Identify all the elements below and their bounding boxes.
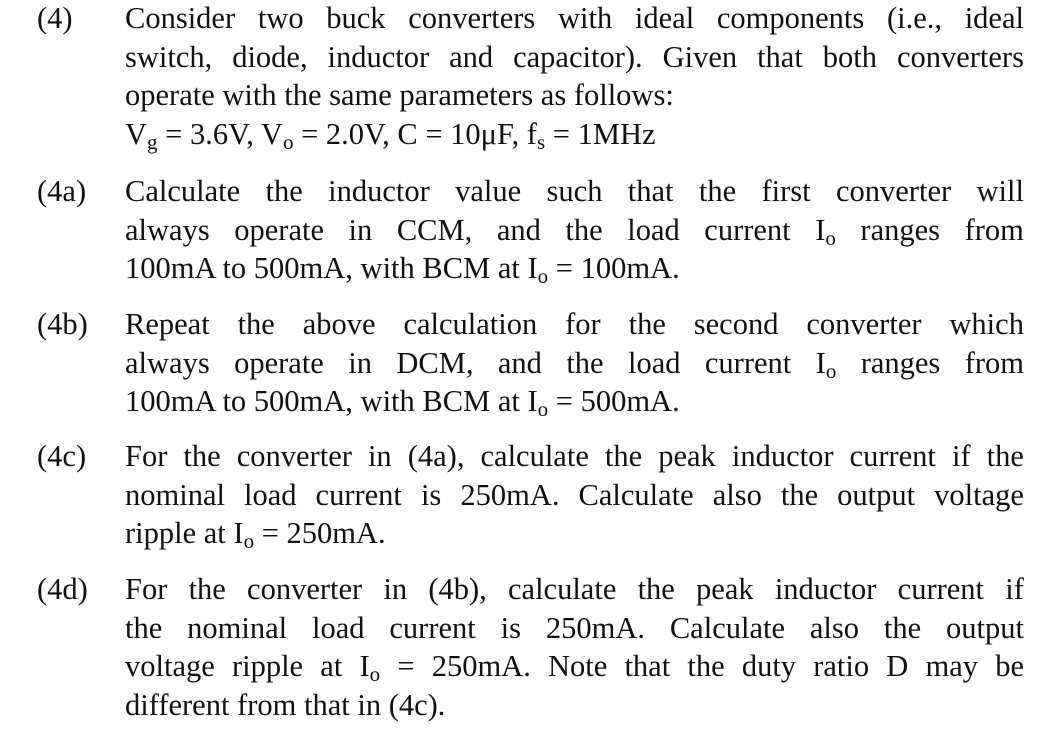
text-run: Calculate bbox=[125, 174, 241, 208]
word bbox=[742, 647, 796, 686]
text-run: in bbox=[348, 212, 373, 247]
word bbox=[995, 647, 1024, 686]
text-run: the bbox=[183, 439, 221, 473]
text-run: I bbox=[359, 649, 370, 683]
word bbox=[403, 305, 537, 344]
word bbox=[629, 305, 666, 344]
text-run: duty bbox=[741, 649, 797, 683]
word bbox=[775, 570, 877, 609]
problem-label: (4b) bbox=[37, 307, 88, 341]
text-run: (i.e., bbox=[886, 1, 942, 35]
word bbox=[237, 437, 352, 476]
text-run: voltage bbox=[934, 477, 1024, 512]
text-run: ripple bbox=[231, 649, 304, 683]
word bbox=[460, 476, 559, 515]
word bbox=[408, 437, 465, 476]
text-run: from bbox=[964, 345, 1024, 380]
word bbox=[635, 0, 694, 38]
text-run: the bbox=[565, 212, 603, 247]
text-run: will bbox=[976, 174, 1024, 208]
word bbox=[349, 211, 373, 250]
word bbox=[887, 0, 942, 38]
vo-subscript: o bbox=[282, 129, 294, 154]
word bbox=[234, 211, 324, 250]
text-run: such bbox=[546, 174, 603, 208]
word bbox=[408, 0, 535, 38]
problem-text bbox=[125, 0, 1024, 153]
text-run: ideal bbox=[634, 1, 695, 35]
word bbox=[232, 38, 307, 77]
text-run: the bbox=[265, 174, 303, 208]
subscript: o bbox=[537, 397, 549, 421]
text-run: 250mA. bbox=[545, 610, 645, 645]
word bbox=[125, 476, 225, 515]
word bbox=[125, 0, 235, 38]
word bbox=[187, 609, 287, 648]
word bbox=[687, 647, 724, 686]
word bbox=[183, 437, 220, 476]
text-run: also bbox=[712, 477, 762, 512]
text-run: diode, bbox=[232, 39, 308, 74]
text-run: Repeat bbox=[125, 307, 210, 341]
word bbox=[546, 609, 645, 648]
word bbox=[238, 305, 275, 344]
text-run: is bbox=[420, 477, 442, 512]
word bbox=[189, 570, 226, 609]
text-run: the bbox=[883, 610, 922, 645]
text-line bbox=[125, 686, 1024, 725]
word bbox=[699, 172, 736, 211]
fs-subscript: s bbox=[536, 129, 546, 154]
word bbox=[125, 570, 167, 609]
word bbox=[605, 437, 642, 476]
text-run: ranges bbox=[860, 345, 941, 380]
vg-value: = 3.6V, bbox=[157, 116, 261, 151]
word bbox=[397, 211, 472, 250]
text-line bbox=[125, 76, 1024, 115]
word bbox=[624, 647, 670, 686]
fs-symbol: f bbox=[526, 116, 537, 151]
text-run: voltage bbox=[125, 649, 215, 683]
text-run: inductor bbox=[327, 39, 430, 74]
word bbox=[949, 305, 1024, 344]
word bbox=[266, 172, 303, 211]
word bbox=[497, 211, 541, 250]
text-run: that bbox=[627, 174, 674, 208]
text-run: Consider bbox=[125, 1, 236, 35]
text-run: 100mA to 500mA, with BCM at I bbox=[125, 384, 538, 418]
word bbox=[501, 609, 521, 648]
word bbox=[813, 647, 869, 686]
text-run: the bbox=[687, 649, 725, 683]
text-run: inductor bbox=[328, 174, 430, 208]
text-line bbox=[125, 0, 1024, 38]
word bbox=[125, 609, 162, 648]
text-run: both bbox=[822, 39, 877, 74]
text-run: (4a), bbox=[407, 439, 465, 473]
text-run: ripple at I bbox=[125, 516, 244, 550]
text-run: the bbox=[780, 477, 819, 512]
word bbox=[578, 476, 693, 515]
problem-text bbox=[125, 437, 1024, 553]
vg-subscript: g bbox=[147, 129, 158, 154]
text-run: ranges bbox=[860, 212, 941, 247]
word bbox=[359, 647, 380, 686]
word bbox=[316, 476, 402, 515]
text-run: converter bbox=[806, 307, 922, 341]
word bbox=[368, 437, 392, 476]
text-run: is bbox=[500, 610, 521, 645]
text-run: 250mA. bbox=[460, 477, 560, 512]
text-run: For bbox=[125, 439, 168, 473]
text-run: converters bbox=[408, 1, 536, 35]
text-line bbox=[125, 172, 1024, 211]
word bbox=[449, 38, 493, 77]
word bbox=[428, 570, 486, 609]
text-run: and bbox=[496, 212, 541, 247]
subscript: o bbox=[825, 358, 837, 383]
text-run: the bbox=[188, 572, 226, 606]
text-run: I bbox=[815, 212, 826, 247]
word bbox=[383, 570, 407, 609]
word bbox=[628, 172, 674, 211]
text-run: inductor bbox=[731, 439, 834, 473]
word bbox=[946, 609, 1024, 648]
word bbox=[565, 305, 601, 344]
word bbox=[850, 437, 936, 476]
word bbox=[926, 647, 979, 686]
word bbox=[663, 38, 738, 77]
text-run: = 500mA. bbox=[548, 384, 680, 418]
vo-value: = 2.0V, bbox=[293, 116, 398, 151]
text-run: two bbox=[257, 1, 304, 35]
word bbox=[705, 344, 791, 383]
problem-text bbox=[125, 570, 1024, 724]
text-run: if bbox=[951, 439, 971, 473]
text-line bbox=[125, 249, 1024, 288]
text-run: calculate bbox=[508, 572, 617, 606]
text-run: output bbox=[946, 610, 1024, 645]
text-run: be bbox=[995, 649, 1024, 683]
text-run: capacitor). bbox=[513, 39, 643, 74]
text-run: and bbox=[497, 345, 542, 380]
text-run: = bbox=[397, 649, 415, 683]
word bbox=[717, 0, 864, 38]
word bbox=[548, 647, 607, 686]
text-run: load bbox=[627, 212, 680, 247]
text-run: from bbox=[964, 212, 1024, 247]
text-run: the bbox=[566, 345, 604, 380]
word bbox=[326, 0, 385, 38]
text-run: second bbox=[693, 307, 779, 341]
word bbox=[396, 344, 473, 383]
word bbox=[125, 38, 212, 77]
word bbox=[987, 437, 1024, 476]
problem-label: (4c) bbox=[37, 439, 87, 473]
text-line bbox=[125, 476, 1024, 515]
text-run: first bbox=[761, 174, 811, 208]
text-run: different from that in (4c). bbox=[125, 687, 446, 722]
text-run: inductor bbox=[774, 572, 877, 606]
subscript: o bbox=[243, 529, 255, 553]
word bbox=[694, 305, 779, 344]
word bbox=[704, 211, 790, 250]
text-run: the bbox=[637, 572, 675, 606]
word bbox=[816, 344, 837, 383]
word bbox=[757, 38, 803, 77]
word bbox=[244, 476, 297, 515]
text-run: current bbox=[389, 610, 476, 645]
subscript: o bbox=[537, 264, 549, 288]
text-run: that bbox=[757, 39, 803, 74]
text-run: DCM, bbox=[396, 345, 474, 380]
text-run: may bbox=[925, 649, 979, 683]
text-run: operate bbox=[234, 345, 324, 380]
word bbox=[455, 172, 521, 211]
word bbox=[547, 172, 603, 211]
text-line bbox=[125, 514, 1024, 553]
word bbox=[125, 344, 210, 383]
word bbox=[348, 344, 372, 383]
word bbox=[781, 476, 818, 515]
text-run: current bbox=[897, 572, 985, 606]
word bbox=[481, 437, 589, 476]
text-run: for bbox=[565, 307, 601, 341]
text-run: with bbox=[557, 1, 613, 35]
text-run: For bbox=[125, 572, 168, 606]
text-run: = 100mA. bbox=[548, 251, 680, 285]
word bbox=[498, 344, 542, 383]
text-run: the bbox=[125, 610, 163, 645]
text-run: 100mA to 500mA, with BCM at I bbox=[125, 251, 538, 285]
word bbox=[976, 172, 1023, 211]
text-line bbox=[125, 647, 1024, 686]
problem-text bbox=[125, 305, 1024, 421]
text-run: converter bbox=[236, 439, 352, 473]
text-line bbox=[125, 609, 1024, 648]
word bbox=[898, 570, 984, 609]
word bbox=[965, 0, 1024, 38]
word bbox=[234, 344, 324, 383]
word bbox=[389, 609, 475, 648]
word bbox=[965, 344, 1024, 383]
text-run: current bbox=[704, 345, 792, 380]
text-run: the bbox=[986, 439, 1024, 473]
word bbox=[836, 172, 951, 211]
capacitance-value: C = 10μF, bbox=[397, 116, 527, 151]
text-run: = 250mA. bbox=[254, 516, 386, 550]
text-run: in bbox=[348, 345, 372, 380]
text-run: the bbox=[698, 174, 737, 208]
text-run: ratio bbox=[813, 649, 870, 683]
word bbox=[232, 647, 303, 686]
text-run: and bbox=[449, 39, 494, 74]
word bbox=[628, 344, 681, 383]
word bbox=[762, 172, 811, 211]
text-run: current bbox=[315, 477, 402, 512]
text-run: CCM, bbox=[396, 212, 473, 247]
word bbox=[247, 570, 362, 609]
word bbox=[670, 609, 785, 648]
word bbox=[1005, 570, 1024, 609]
word bbox=[861, 344, 941, 383]
word bbox=[696, 570, 754, 609]
word bbox=[815, 211, 836, 250]
word bbox=[566, 344, 603, 383]
subscript: o bbox=[369, 662, 381, 686]
text-run: Calculate bbox=[669, 610, 786, 645]
word bbox=[432, 647, 531, 686]
text-run: in bbox=[367, 439, 392, 473]
text-run: if bbox=[1005, 572, 1024, 606]
text-run: components bbox=[716, 1, 865, 35]
subscript: o bbox=[825, 225, 836, 250]
word bbox=[638, 570, 675, 609]
word bbox=[934, 476, 1024, 515]
text-run: (4b), bbox=[428, 572, 487, 606]
word bbox=[558, 0, 612, 38]
word bbox=[328, 38, 430, 77]
word bbox=[421, 476, 441, 515]
text-run: ideal bbox=[964, 1, 1024, 35]
text-run: load bbox=[244, 477, 297, 512]
word bbox=[513, 38, 643, 77]
text-run: which bbox=[949, 307, 1024, 341]
text-run: operate with the same parameters as follows: bbox=[125, 78, 674, 112]
text-run: at bbox=[320, 649, 343, 683]
text-run: converter bbox=[835, 174, 952, 208]
text-run: I bbox=[815, 345, 826, 380]
text-run: peak bbox=[696, 572, 754, 606]
word bbox=[897, 38, 1024, 77]
vo-symbol: V bbox=[260, 116, 283, 151]
problem-label: (4) bbox=[37, 1, 73, 35]
text-run: nominal bbox=[125, 477, 225, 512]
text-run: calculate bbox=[480, 439, 589, 473]
text-run: always bbox=[125, 212, 210, 247]
text-run: the bbox=[604, 439, 643, 473]
word bbox=[658, 437, 716, 476]
text-line bbox=[125, 437, 1024, 476]
text-run: calculation bbox=[403, 307, 538, 341]
text-run: converter bbox=[247, 572, 363, 606]
text-run: nominal bbox=[187, 610, 288, 645]
text-run: load bbox=[627, 345, 681, 380]
word bbox=[886, 647, 908, 686]
text-run: current bbox=[849, 439, 936, 473]
text-run: Calculate bbox=[578, 477, 694, 512]
text-run: above bbox=[302, 307, 376, 341]
text-run: 250mA. bbox=[431, 649, 531, 683]
text-run: operate bbox=[234, 212, 324, 247]
word bbox=[397, 647, 414, 686]
fs-value: = 1MHz bbox=[545, 116, 656, 151]
text-run: Given bbox=[662, 39, 738, 74]
word bbox=[125, 437, 167, 476]
text-line bbox=[125, 211, 1024, 250]
problem-label: (4a) bbox=[37, 174, 87, 208]
word bbox=[125, 172, 240, 211]
text-run: the bbox=[237, 307, 275, 341]
word bbox=[884, 609, 921, 648]
text-run: converters bbox=[896, 39, 1024, 74]
word bbox=[627, 211, 680, 250]
text-run: buck bbox=[326, 1, 386, 35]
word bbox=[125, 647, 215, 686]
word bbox=[860, 211, 940, 250]
parameters-line bbox=[125, 115, 1024, 154]
word bbox=[806, 305, 921, 344]
text-run: peak bbox=[658, 439, 716, 473]
text-run: D bbox=[886, 649, 909, 683]
word bbox=[952, 437, 971, 476]
word bbox=[125, 305, 210, 344]
text-run: value bbox=[455, 174, 522, 208]
word bbox=[732, 437, 834, 476]
word bbox=[328, 172, 430, 211]
text-run: current bbox=[704, 212, 791, 247]
text-line bbox=[125, 38, 1024, 77]
text-run: load bbox=[311, 610, 365, 645]
text-run: Note bbox=[547, 649, 608, 683]
text-run: always bbox=[125, 345, 210, 380]
text-line bbox=[125, 344, 1024, 383]
word bbox=[312, 609, 365, 648]
text-line bbox=[125, 382, 1024, 421]
text-line bbox=[125, 305, 1024, 344]
word bbox=[810, 609, 859, 648]
text-run: the bbox=[628, 307, 666, 341]
word bbox=[125, 211, 210, 250]
text-line bbox=[125, 570, 1024, 609]
word bbox=[965, 211, 1024, 250]
word bbox=[837, 476, 915, 515]
word bbox=[258, 0, 304, 38]
problem-text bbox=[125, 172, 1024, 288]
word bbox=[565, 211, 602, 250]
word bbox=[508, 570, 616, 609]
text-run: also bbox=[809, 610, 860, 645]
text-run: switch, bbox=[125, 39, 213, 74]
text-run: that bbox=[624, 649, 671, 683]
text-run: output bbox=[837, 477, 916, 512]
word bbox=[823, 38, 877, 77]
word bbox=[320, 647, 342, 686]
word bbox=[303, 305, 376, 344]
problem-label: (4d) bbox=[37, 572, 88, 606]
word bbox=[713, 476, 762, 515]
vg-symbol: V bbox=[125, 116, 148, 151]
text-run: in bbox=[383, 572, 408, 606]
